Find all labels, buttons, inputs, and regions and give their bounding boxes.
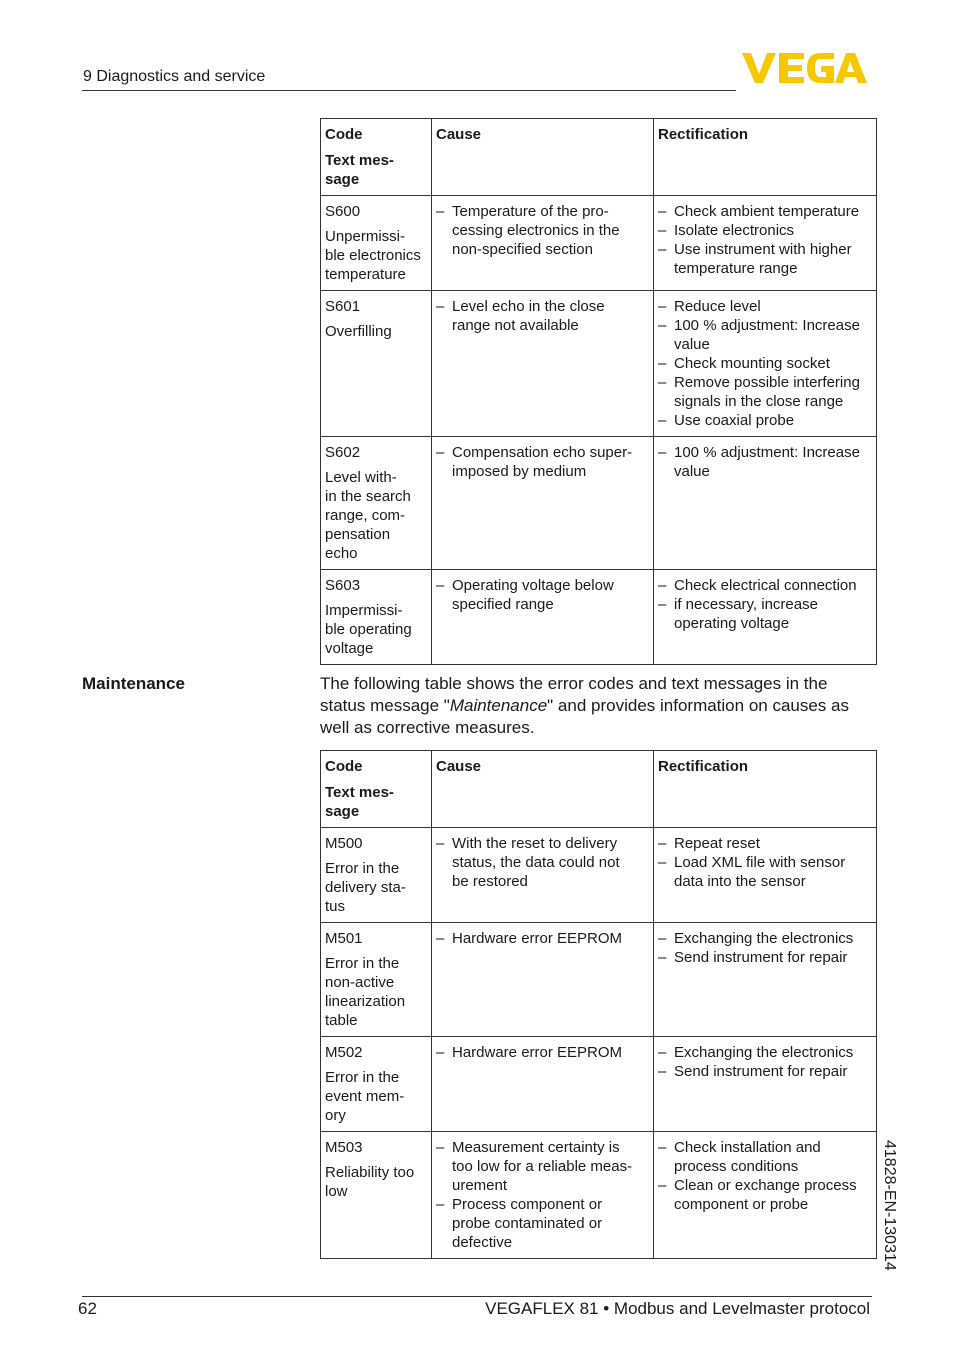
cause-cell <box>432 828 654 923</box>
rectification-item: – 100 % adjustment: Increase value <box>658 443 872 481</box>
table-row <box>321 828 877 923</box>
error-code: M502 <box>325 1044 363 1061</box>
text-message: Error in the non-active linearization table <box>325 955 406 1029</box>
error-code: M501 <box>325 930 363 947</box>
maintenance-label: Maintenance <box>82 674 185 693</box>
code-cell <box>321 1132 432 1259</box>
rectification-item: – Reduce level <box>658 297 872 316</box>
rectification-item: – Exchanging the electronics <box>658 929 872 948</box>
rectification-cell <box>654 196 877 291</box>
cause-item: – With the reset to delivery status, the data could not be restored <box>436 834 649 891</box>
error-code: S602 <box>325 444 361 461</box>
table-header-row <box>321 119 877 196</box>
table-row <box>321 437 877 570</box>
header-rectification: Rectification <box>654 751 877 828</box>
table-row <box>321 923 877 1037</box>
code-cell <box>321 196 432 291</box>
rectification-item: – Use instrument with higher temperature range <box>658 240 872 278</box>
header-rule <box>82 90 736 91</box>
cause-list <box>436 834 649 891</box>
table-row <box>321 1132 877 1259</box>
page-number: 62 <box>78 1299 97 1318</box>
error-code: S600 <box>325 203 361 220</box>
cause-item: – Hardware error EEPROM <box>436 1043 649 1062</box>
code-cell <box>321 828 432 923</box>
cause-item: – Temperature of the pro- cessing electronics in the non-specified section <box>436 202 649 259</box>
rectification-list <box>658 576 872 633</box>
cause-item: – Operating voltage below specified range <box>436 576 649 614</box>
cause-list <box>436 929 649 948</box>
header-cause: Cause <box>432 751 654 828</box>
cause-cell <box>432 1037 654 1132</box>
rectification-item: – Clean or exchange process component or probe <box>658 1176 872 1214</box>
rectification-cell <box>654 291 877 437</box>
text-message: Error in the event mem- ory <box>325 1069 405 1124</box>
header-code: Code Text mes- sage <box>321 119 432 196</box>
cause-cell <box>432 437 654 570</box>
cause-list <box>436 297 649 335</box>
rectification-item: – Check installation and process conditions <box>658 1138 872 1176</box>
maintenance-error-table <box>320 750 877 1259</box>
error-code: S601 <box>325 298 361 315</box>
error-code: M500 <box>325 835 363 852</box>
rectification-cell <box>654 828 877 923</box>
cause-cell <box>432 923 654 1037</box>
rectification-item: – Check mounting socket <box>658 354 872 373</box>
rectification-item: – Use coaxial probe <box>658 411 872 430</box>
rectification-list <box>658 202 872 278</box>
maintenance-intro: The following table shows the error codes and text messages in the status message "Maintenance" and provides information on causes as well as corrective measures. <box>320 674 849 737</box>
code-cell <box>321 1037 432 1132</box>
rectification-item: – Isolate electronics <box>658 221 872 240</box>
footer-rule <box>82 1296 872 1297</box>
rectification-item: – Send instrument for repair <box>658 1062 872 1081</box>
text-message: Level with- in the search range, com- pensation echo <box>325 469 411 562</box>
rectification-item: – Repeat reset <box>658 834 872 853</box>
code-cell <box>321 570 432 665</box>
code-cell <box>321 437 432 570</box>
table-row <box>321 1037 877 1132</box>
header-text-message: Text mes- sage <box>325 784 394 820</box>
rectification-item: – Send instrument for repair <box>658 948 872 967</box>
table-row <box>321 570 877 665</box>
rectification-list <box>658 1138 872 1214</box>
rectification-item: – Check ambient temperature <box>658 202 872 221</box>
cause-cell <box>432 570 654 665</box>
cause-item: – Compensation echo super- imposed by medium <box>436 443 649 481</box>
code-cell <box>321 923 432 1037</box>
cause-list <box>436 1138 649 1252</box>
table-row <box>321 291 877 437</box>
cause-list <box>436 576 649 614</box>
rectification-cell <box>654 437 877 570</box>
header-rectification: Rectification <box>654 119 877 196</box>
table-row <box>321 196 877 291</box>
rectification-list <box>658 1043 872 1081</box>
cause-item: – Hardware error EEPROM <box>436 929 649 948</box>
rectification-item: – 100 % adjustment: Increase value <box>658 316 872 354</box>
text-message: Overfilling <box>325 323 392 340</box>
text-message: Error in the delivery sta- tus <box>325 860 406 915</box>
cause-cell <box>432 1132 654 1259</box>
header-code: Code Text mes- sage <box>321 751 432 828</box>
rectification-list <box>658 834 872 891</box>
text-message: Unpermissi- ble electronics temperature <box>325 228 421 283</box>
document-code: 41828-EN-130314 <box>881 1140 898 1271</box>
rectification-item: – Load XML file with sensor data into the sensor <box>658 853 872 891</box>
status-error-table <box>320 118 877 665</box>
cause-list <box>436 443 649 481</box>
footer-title: VEGAFLEX 81 • Modbus and Levelmaster protocol <box>485 1299 870 1318</box>
rectification-item: – if necessary, increase operating voltage <box>658 595 872 633</box>
rectification-list <box>658 929 872 967</box>
rectification-cell <box>654 923 877 1037</box>
rectification-cell <box>654 570 877 665</box>
table-header-row <box>321 751 877 828</box>
error-code: M503 <box>325 1139 363 1156</box>
cause-list <box>436 1043 649 1062</box>
text-message: Impermissi- ble operating voltage <box>325 602 412 657</box>
rectification-list <box>658 297 872 430</box>
text-message: Reliability too low <box>325 1164 415 1200</box>
error-code: S603 <box>325 577 361 594</box>
cause-item: – Process component or probe contaminated or defective <box>436 1195 649 1252</box>
rectification-item: – Check electrical connection <box>658 576 872 595</box>
vega-logo <box>742 53 872 83</box>
rectification-cell <box>654 1132 877 1259</box>
header-text-message: Text mes- sage <box>325 152 394 188</box>
vega-logo-icon <box>742 53 872 83</box>
running-header: 9 Diagnostics and service <box>83 68 266 85</box>
cause-cell <box>432 291 654 437</box>
rectification-list <box>658 443 872 481</box>
cause-cell <box>432 196 654 291</box>
cause-item: – Level echo in the close range not available <box>436 297 649 335</box>
cause-list <box>436 202 649 259</box>
rectification-cell <box>654 1037 877 1132</box>
header-cause: Cause <box>432 119 654 196</box>
rectification-item: – Exchanging the electronics <box>658 1043 872 1062</box>
rectification-item: – Remove possible interfering signals in the close range <box>658 373 872 411</box>
cause-item: – Measurement certainty is too low for a reliable meas- urement <box>436 1138 649 1195</box>
code-cell <box>321 291 432 437</box>
